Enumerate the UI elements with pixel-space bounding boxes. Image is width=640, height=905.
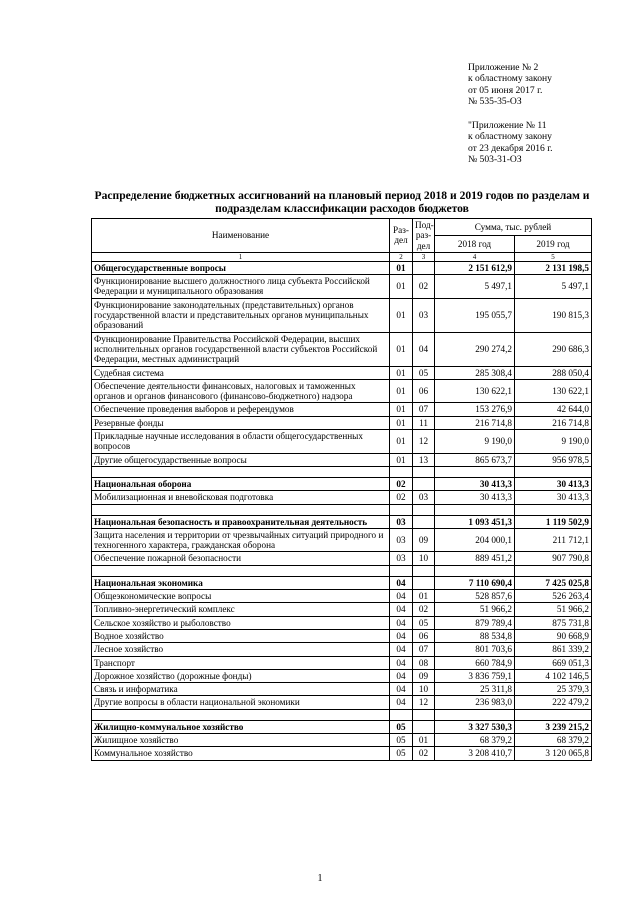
- cell-amount-2019: 90 668,9: [515, 629, 592, 642]
- cell-subsection-code: 03: [413, 491, 435, 504]
- cell-section-code: 02: [390, 491, 413, 504]
- cell-name: Мобилизационная и вневойсковая подготовка: [92, 491, 390, 504]
- table-row: [92, 669, 592, 682]
- section-row: [92, 720, 592, 733]
- cell-subsection-code: [413, 477, 435, 490]
- empty-cell: [515, 565, 592, 576]
- cell-amount-2018: 1 093 451,3: [435, 515, 515, 528]
- cell-name: Национальная безопасность и правоохранительная деятельность: [92, 515, 390, 528]
- table-row: [92, 491, 592, 504]
- empty-cell: [390, 504, 413, 515]
- header-sum: Сумма, тыс. рублей: [435, 219, 592, 236]
- cell-section-code: 01: [390, 261, 413, 274]
- empty-cell: [390, 466, 413, 477]
- cell-amount-2019: 526 263,4: [515, 590, 592, 603]
- cell-subsection-code: 12: [413, 696, 435, 709]
- cell-amount-2018: 5 497,1: [435, 275, 515, 299]
- appendix-line: № 503-31-ОЗ: [468, 154, 522, 166]
- spacer-row: [92, 709, 592, 720]
- cell-name: Прикладные научные исследования в области общегосударственных вопросов: [92, 430, 390, 454]
- appendix-line: от 05 июня 2017 г.: [468, 84, 543, 96]
- cell-name: Дорожное хозяйство (дорожные фонды): [92, 669, 390, 682]
- column-index: 1: [92, 252, 390, 261]
- column-index: 2: [390, 252, 413, 261]
- cell-amount-2019: 3 120 065,8: [515, 747, 592, 760]
- cell-section-code: 05: [390, 720, 413, 733]
- cell-section-code: 05: [390, 733, 413, 746]
- cell-amount-2019: 30 413,3: [515, 477, 592, 490]
- cell-section-code: 01: [390, 416, 413, 429]
- cell-subsection-code: 02: [413, 275, 435, 299]
- table-row: [92, 416, 592, 429]
- cell-amount-2018: 130 622,1: [435, 379, 515, 403]
- cell-subsection-code: 06: [413, 379, 435, 403]
- cell-subsection-code: 10: [413, 683, 435, 696]
- cell-amount-2018: 3 836 759,1: [435, 669, 515, 682]
- cell-name: Судебная система: [92, 366, 390, 379]
- cell-amount-2019: 68 379,2: [515, 733, 592, 746]
- cell-name: Обеспечение проведения выборов и референдумов: [92, 403, 390, 416]
- cell-amount-2019: 956 978,5: [515, 453, 592, 466]
- table-row: [92, 733, 592, 746]
- table-row: [92, 275, 592, 299]
- cell-amount-2018: 68 379,2: [435, 733, 515, 746]
- cell-name: Обеспечение деятельности финансовых, налоговых и таможенных органов и органов финансового (финансово-бюджетного) надзора: [92, 379, 390, 403]
- section-row: [92, 261, 592, 274]
- cell-section-code: 01: [390, 366, 413, 379]
- cell-section-code: 01: [390, 453, 413, 466]
- empty-cell: [92, 565, 390, 576]
- cell-section-code: 04: [390, 656, 413, 669]
- cell-amount-2018: 865 673,7: [435, 453, 515, 466]
- empty-cell: [413, 466, 435, 477]
- appendix-line: от 23 декабря 2016 г.: [468, 142, 553, 154]
- cell-amount-2019: 4 102 146,5: [515, 669, 592, 682]
- cell-amount-2019: 1 119 502,9: [515, 515, 592, 528]
- cell-amount-2019: 861 339,2: [515, 643, 592, 656]
- empty-cell: [515, 466, 592, 477]
- appendix-reference-note: [468, 120, 553, 166]
- empty-cell: [515, 504, 592, 515]
- cell-amount-2018: 7 110 690,4: [435, 576, 515, 589]
- cell-amount-2019: 3 239 215,2: [515, 720, 592, 733]
- cell-subsection-code: 01: [413, 590, 435, 603]
- cell-amount-2019: 42 644,0: [515, 403, 592, 416]
- column-index-row: [92, 252, 592, 261]
- cell-subsection-code: 04: [413, 332, 435, 366]
- cell-section-code: 04: [390, 683, 413, 696]
- empty-cell: [435, 709, 515, 720]
- appendix-line: "Приложение № 11: [468, 120, 547, 131]
- cell-name: Функционирование высшего должностного лица субъекта Российской Федерации и муниципального образования: [92, 275, 390, 299]
- cell-section-code: 01: [390, 430, 413, 454]
- cell-name: Общегосударственные вопросы: [92, 261, 390, 274]
- section-row: [92, 515, 592, 528]
- header-section: Раз-дел: [390, 219, 413, 253]
- cell-section-code: 03: [390, 528, 413, 552]
- cell-section-code: 03: [390, 515, 413, 528]
- cell-subsection-code: 03: [413, 298, 435, 332]
- cell-subsection-code: 08: [413, 656, 435, 669]
- table-body: [92, 261, 592, 760]
- cell-name: Другие общегосударственные вопросы: [92, 453, 390, 466]
- cell-amount-2019: 30 413,3: [515, 491, 592, 504]
- cell-name: Сельское хозяйство и рыболовство: [92, 616, 390, 629]
- cell-name: Связь и информатика: [92, 683, 390, 696]
- cell-name: Водное хозяйство: [92, 629, 390, 642]
- table-row: [92, 747, 592, 760]
- cell-amount-2019: 907 790,8: [515, 552, 592, 565]
- table-row: [92, 656, 592, 669]
- cell-section-code: 05: [390, 747, 413, 760]
- table-row: [92, 683, 592, 696]
- cell-amount-2019: 130 622,1: [515, 379, 592, 403]
- table-row: [92, 528, 592, 552]
- cell-amount-2019: 288 050,4: [515, 366, 592, 379]
- table-row: [92, 298, 592, 332]
- header-subsection: Под-раз-дел: [413, 219, 435, 253]
- table-row: [92, 366, 592, 379]
- cell-subsection-code: 09: [413, 669, 435, 682]
- cell-subsection-code: [413, 261, 435, 274]
- cell-section-code: 03: [390, 552, 413, 565]
- cell-section-code: 04: [390, 590, 413, 603]
- cell-amount-2018: 660 784,9: [435, 656, 515, 669]
- cell-name: Жилищное хозяйство: [92, 733, 390, 746]
- cell-amount-2018: 204 000,1: [435, 528, 515, 552]
- appendix-line: к областному закону: [468, 131, 552, 143]
- cell-amount-2018: 3 327 530,3: [435, 720, 515, 733]
- budget-table: [91, 218, 592, 761]
- cell-subsection-code: [413, 720, 435, 733]
- cell-subsection-code: 07: [413, 403, 435, 416]
- section-row: [92, 576, 592, 589]
- cell-amount-2018: 285 308,4: [435, 366, 515, 379]
- cell-name: Транспорт: [92, 656, 390, 669]
- cell-section-code: 04: [390, 603, 413, 616]
- cell-subsection-code: 11: [413, 416, 435, 429]
- cell-name: Функционирование Правительства Российской Федерации, высших исполнительных органов государственной власти субъектов Российской Федерации, местных администраций: [92, 332, 390, 366]
- cell-name: Национальная оборона: [92, 477, 390, 490]
- cell-name: Общеэкономические вопросы: [92, 590, 390, 603]
- cell-amount-2018: 889 451,2: [435, 552, 515, 565]
- cell-amount-2018: 51 966,2: [435, 603, 515, 616]
- cell-amount-2018: 801 703,6: [435, 643, 515, 656]
- cell-amount-2018: 25 311,8: [435, 683, 515, 696]
- spacer-row: [92, 466, 592, 477]
- cell-amount-2019: 290 686,3: [515, 332, 592, 366]
- header-year-2018: 2018 год: [435, 235, 515, 252]
- empty-cell: [413, 565, 435, 576]
- cell-subsection-code: 13: [413, 453, 435, 466]
- cell-amount-2018: 290 274,2: [435, 332, 515, 366]
- empty-cell: [92, 466, 390, 477]
- cell-amount-2018: 2 151 612,9: [435, 261, 515, 274]
- empty-cell: [92, 709, 390, 720]
- empty-cell: [390, 565, 413, 576]
- cell-subsection-code: 02: [413, 603, 435, 616]
- cell-amount-2019: 5 497,1: [515, 275, 592, 299]
- cell-amount-2019: 9 190,0: [515, 430, 592, 454]
- header-year-2019: 2019 год: [515, 235, 592, 252]
- empty-cell: [92, 504, 390, 515]
- column-index: 4: [435, 252, 515, 261]
- cell-amount-2018: 88 534,8: [435, 629, 515, 642]
- cell-name: Резервные фонды: [92, 416, 390, 429]
- appendix-line: Приложение № 2: [468, 62, 539, 73]
- cell-amount-2019: 669 051,3: [515, 656, 592, 669]
- cell-amount-2018: 30 413,3: [435, 477, 515, 490]
- cell-name: Функционирование законодательных (представительных) органов государственной власти и представительных органов муниципальных образований: [92, 298, 390, 332]
- empty-cell: [413, 504, 435, 515]
- table-row: [92, 332, 592, 366]
- cell-subsection-code: 01: [413, 733, 435, 746]
- page-number: 1: [317, 873, 323, 884]
- cell-amount-2019: 211 712,1: [515, 528, 592, 552]
- cell-amount-2019: 190 815,3: [515, 298, 592, 332]
- cell-section-code: 02: [390, 477, 413, 490]
- cell-amount-2019: 216 714,8: [515, 416, 592, 429]
- appendix-line: № 535-35-ОЗ: [468, 96, 522, 108]
- cell-section-code: 04: [390, 616, 413, 629]
- cell-name: Коммунальное хозяйство: [92, 747, 390, 760]
- spacer-row: [92, 565, 592, 576]
- empty-cell: [413, 709, 435, 720]
- cell-subsection-code: 02: [413, 747, 435, 760]
- cell-section-code: 04: [390, 643, 413, 656]
- cell-amount-2018: 879 789,4: [435, 616, 515, 629]
- cell-name: Жилищно-коммунальное хозяйство: [92, 720, 390, 733]
- cell-subsection-code: 05: [413, 366, 435, 379]
- cell-amount-2018: 3 208 410,7: [435, 747, 515, 760]
- cell-section-code: 04: [390, 576, 413, 589]
- cell-name: Другие вопросы в области национальной экономики: [92, 696, 390, 709]
- cell-name: Национальная экономика: [92, 576, 390, 589]
- cell-amount-2018: 9 190,0: [435, 430, 515, 454]
- appendix-note: [468, 62, 552, 108]
- table-header-row: [92, 219, 592, 236]
- empty-cell: [390, 709, 413, 720]
- table-row: [92, 629, 592, 642]
- cell-section-code: 01: [390, 403, 413, 416]
- empty-cell: [435, 466, 515, 477]
- cell-amount-2019: 2 131 198,5: [515, 261, 592, 274]
- cell-amount-2019: 7 425 025,8: [515, 576, 592, 589]
- table-row: [92, 430, 592, 454]
- table-row: [92, 403, 592, 416]
- spacer-row: [92, 504, 592, 515]
- cell-section-code: 01: [390, 332, 413, 366]
- cell-subsection-code: [413, 576, 435, 589]
- cell-amount-2018: 195 055,7: [435, 298, 515, 332]
- cell-amount-2018: 153 276,9: [435, 403, 515, 416]
- table-row: [92, 590, 592, 603]
- cell-name: Лесное хозяйство: [92, 643, 390, 656]
- empty-cell: [515, 709, 592, 720]
- empty-cell: [435, 504, 515, 515]
- table-row: [92, 453, 592, 466]
- cell-amount-2019: 51 966,2: [515, 603, 592, 616]
- cell-name: Защита населения и территории от чрезвычайных ситуаций природного и техногенного характера, гражданская оборона: [92, 528, 390, 552]
- document-title: Распределение бюджетных ассигнований на плановый период 2018 и 2019 годов по разделам и подразделам классификации расходов бюджетов: [94, 189, 590, 216]
- table-row: [92, 379, 592, 403]
- cell-section-code: 04: [390, 669, 413, 682]
- section-row: [92, 477, 592, 490]
- cell-amount-2018: 236 983,0: [435, 696, 515, 709]
- cell-section-code: 01: [390, 298, 413, 332]
- cell-section-code: 04: [390, 696, 413, 709]
- table-row: [92, 552, 592, 565]
- cell-subsection-code: 06: [413, 629, 435, 642]
- cell-name: Топливно-энергетический комплекс: [92, 603, 390, 616]
- cell-subsection-code: 07: [413, 643, 435, 656]
- cell-amount-2019: 222 479,2: [515, 696, 592, 709]
- column-index: 3: [413, 252, 435, 261]
- cell-amount-2018: 528 857,6: [435, 590, 515, 603]
- cell-subsection-code: 10: [413, 552, 435, 565]
- column-index: 5: [515, 252, 592, 261]
- cell-amount-2019: 25 379,3: [515, 683, 592, 696]
- table-row: [92, 696, 592, 709]
- cell-subsection-code: 05: [413, 616, 435, 629]
- header-name: Наименование: [92, 219, 390, 253]
- empty-cell: [435, 565, 515, 576]
- cell-subsection-code: 12: [413, 430, 435, 454]
- table-row: [92, 616, 592, 629]
- cell-amount-2018: 30 413,3: [435, 491, 515, 504]
- cell-subsection-code: [413, 515, 435, 528]
- cell-amount-2019: 875 731,8: [515, 616, 592, 629]
- cell-name: Обеспечение пожарной безопасности: [92, 552, 390, 565]
- cell-subsection-code: 09: [413, 528, 435, 552]
- cell-section-code: 04: [390, 629, 413, 642]
- table-row: [92, 643, 592, 656]
- cell-section-code: 01: [390, 275, 413, 299]
- cell-section-code: 01: [390, 379, 413, 403]
- table-row: [92, 603, 592, 616]
- cell-amount-2018: 216 714,8: [435, 416, 515, 429]
- appendix-line: к областному закону: [468, 73, 552, 85]
